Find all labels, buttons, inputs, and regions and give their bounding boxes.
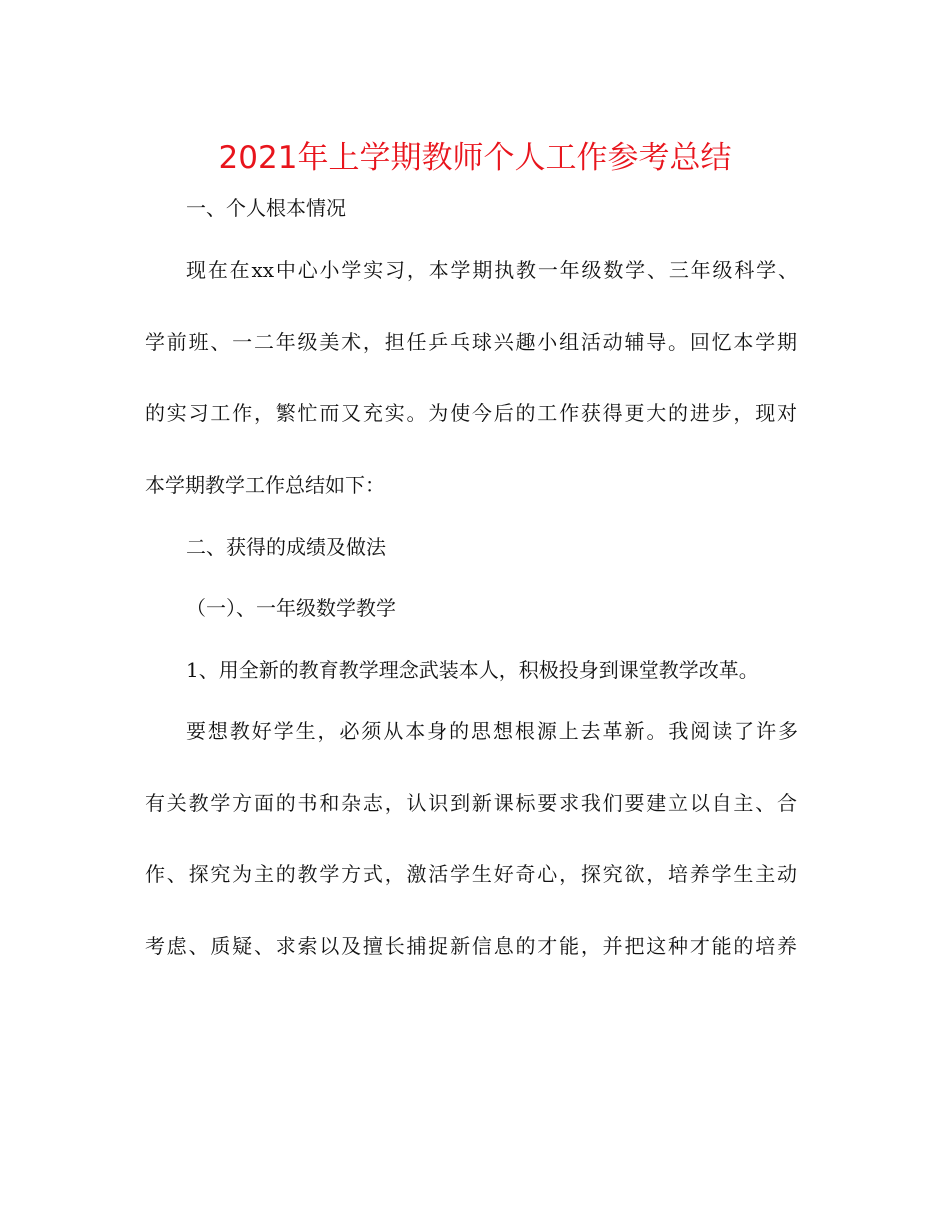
document-title: 2021年上学期教师个人工作参考总结	[218, 140, 732, 176]
paragraph-line: 作、探究为主的教学方式，激活学生好奇心，探究欲，培养学生主动	[145, 862, 797, 886]
subsection-heading: （一）、一年级数学教学	[186, 596, 396, 620]
paragraph-line: 学前班、一二年级美术，担任乒乓球兴趣小组活动辅导。回忆本学期	[145, 330, 797, 354]
paragraph-line: 要想教好学生，必须从本身的思想根源上去革新。我阅读了许多	[186, 719, 798, 743]
paragraph-line: 的实习工作，繁忙而又充实。为使今后的工作获得更大的进步，现对	[145, 401, 797, 425]
paragraph-line: 现在在xx中心小学实习，本学期执教一年级数学、三年级科学、	[186, 258, 798, 282]
section-heading-2: 二、获得的成绩及做法	[186, 535, 386, 559]
section-heading-1: 一、个人根本情况	[186, 196, 346, 220]
paragraph-line: 有关教学方面的书和杂志，认识到新课标要求我们要建立以自主、合	[145, 791, 797, 815]
numbered-item: 1、用全新的教育教学理念武装本人，积极投身到课堂教学改革。	[186, 658, 759, 682]
paragraph-line: 本学期教学工作总结如下：	[145, 473, 385, 497]
paragraph-line: 考虑、质疑、求索以及擅长捕捉新信息的才能，并把这种才能的培养	[145, 934, 797, 958]
